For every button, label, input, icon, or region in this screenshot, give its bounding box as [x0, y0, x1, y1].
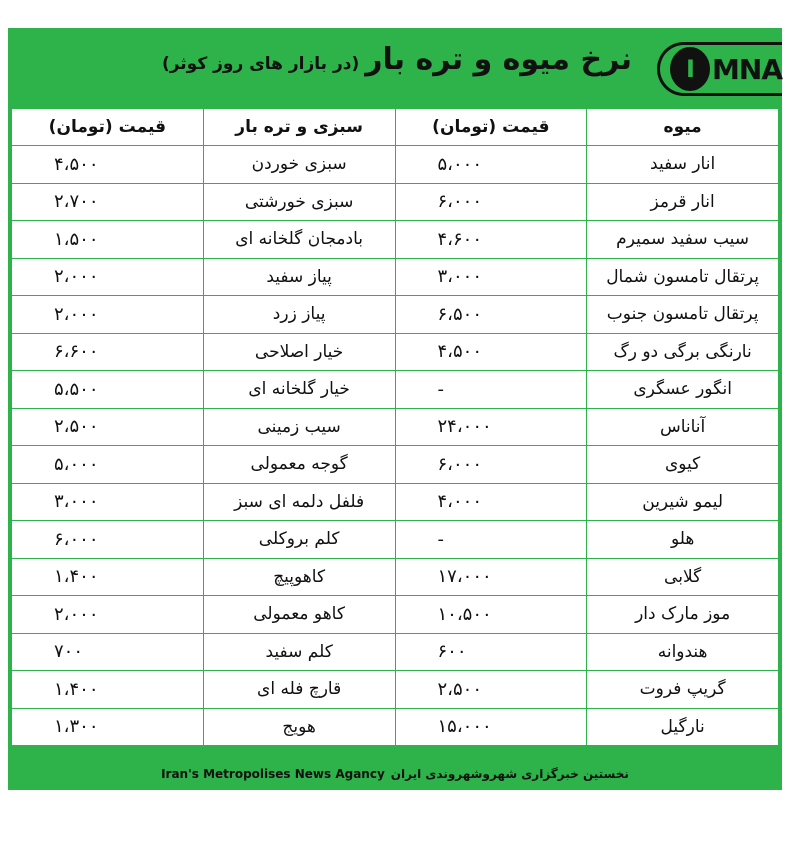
footer [8, 758, 782, 790]
fruit-price: ۱۷،۰۰۰ [395, 558, 587, 596]
table-row [12, 596, 779, 634]
table-row [12, 558, 779, 596]
table-row [12, 258, 779, 296]
price-infographic [8, 28, 782, 790]
veg-price: ۵،۵۰۰ [12, 371, 204, 409]
fruit-price: ۶،۰۰۰ [395, 183, 587, 221]
veg-price: ۲،۵۰۰ [12, 408, 204, 446]
fruit-price: ۶،۰۰۰ [395, 446, 587, 484]
veg-name: هویج [203, 708, 395, 746]
footer-en: Iran's Metropolises News Agancy [161, 767, 385, 781]
table-row [12, 446, 779, 484]
fruit-price: ۳،۰۰۰ [395, 258, 587, 296]
fruit-price: ۴،۵۰۰ [395, 333, 587, 371]
veg-name: سبزی خورشتی [203, 183, 395, 221]
table-row [12, 296, 779, 334]
veg-price: ۲،۰۰۰ [12, 596, 204, 634]
fruit-name: انگور عسگری [587, 371, 779, 409]
fruit-price: - [395, 371, 587, 409]
table-row [12, 371, 779, 409]
veg-name: بادمجان گلخانه ای [203, 221, 395, 259]
table-row [12, 408, 779, 446]
veg-price: ۷۰۰ [12, 633, 204, 671]
veg-price: ۲،۷۰۰ [12, 183, 204, 221]
fruit-price: ۶۰۰ [395, 633, 587, 671]
veg-price: ۱،۵۰۰ [12, 221, 204, 259]
table-row [12, 708, 779, 746]
fruit-price: - [395, 521, 587, 559]
col-fruit: میوه [587, 109, 779, 146]
fruit-price: ۴،۶۰۰ [395, 221, 587, 259]
header [8, 28, 782, 108]
fruit-price: ۲۴،۰۰۰ [395, 408, 587, 446]
veg-name: پیاز سفید [203, 258, 395, 296]
veg-price: ۱،۴۰۰ [12, 558, 204, 596]
veg-name: سبزی خوردن [203, 146, 395, 184]
table-row [12, 183, 779, 221]
fruit-name: گریپ فروت [587, 671, 779, 709]
veg-price: ۱،۳۰۰ [12, 708, 204, 746]
subtitle: (در بازار های روز کوثر) [161, 54, 360, 74]
fruit-price: ۶،۵۰۰ [395, 296, 587, 334]
veg-name: کلم بروکلی [203, 521, 395, 559]
col-veg-price: قیمت (تومان) [12, 109, 204, 146]
table-row [12, 146, 779, 184]
veg-name: خیار گلخانه ای [203, 371, 395, 409]
veg-name: سیب زمینی [203, 408, 395, 446]
fruit-name: گلابی [587, 558, 779, 596]
veg-name: کلم سفید [203, 633, 395, 671]
fruit-name: نارنگی برگی دو رگ [587, 333, 779, 371]
col-fruit-price: قیمت (تومان) [395, 109, 587, 146]
veg-price: ۶،۰۰۰ [12, 521, 204, 559]
fruit-name: موز مارک دار [587, 596, 779, 634]
veg-name: کاهوپیچ [203, 558, 395, 596]
fruit-price: ۲،۵۰۰ [395, 671, 587, 709]
fruit-name: هلو [587, 521, 779, 559]
fruit-name: پرتقال تامسون شمال [587, 258, 779, 296]
veg-name: کاهو معمولی [203, 596, 395, 634]
fruit-name: کیوی [587, 446, 779, 484]
veg-price: ۲،۰۰۰ [12, 258, 204, 296]
veg-price: ۴،۵۰۰ [12, 146, 204, 184]
veg-price: ۱،۴۰۰ [12, 671, 204, 709]
veg-name: خیار اصلاحی [203, 333, 395, 371]
veg-name: قارچ فله ای [203, 671, 395, 709]
veg-price: ۶،۶۰۰ [12, 333, 204, 371]
fruit-name: پرتقال تامسون جنوب [587, 296, 779, 334]
veg-name: گوجه معمولی [203, 446, 395, 484]
table-row [12, 671, 779, 709]
table-row [12, 221, 779, 259]
fruit-price: ۱۵،۰۰۰ [395, 708, 587, 746]
veg-price: ۵،۰۰۰ [12, 446, 204, 484]
veg-name: فلفل دلمه ای سبز [203, 483, 395, 521]
table-row [12, 633, 779, 671]
col-veg: سبزی و تره بار [203, 109, 395, 146]
fruit-price: ۵،۰۰۰ [395, 146, 587, 184]
table-row [12, 333, 779, 371]
imna-logo: I MNA [657, 42, 782, 96]
fruit-price: ۱۰،۵۰۰ [395, 596, 587, 634]
fruit-name: انار سفید [587, 146, 779, 184]
table-row [12, 521, 779, 559]
fruit-name: آناناس [587, 408, 779, 446]
veg-price: ۲،۰۰۰ [12, 296, 204, 334]
fruit-name: سیب سفید سمیرم [587, 221, 779, 259]
page-title: نرخ میوه و تره بار(در بازار های روز کوثر) [161, 42, 632, 77]
price-table [11, 108, 779, 746]
fruit-name: نارگیل [587, 708, 779, 746]
footer-fa: نخستین خبرگزاری شهروشهروندی ایران [390, 767, 629, 781]
fruit-name: لیمو شیرین [587, 483, 779, 521]
veg-name: پیاز زرد [203, 296, 395, 334]
fruit-name: انار قرمز [587, 183, 779, 221]
fruit-name: هندوانه [587, 633, 779, 671]
veg-price: ۳،۰۰۰ [12, 483, 204, 521]
fruit-price: ۴،۰۰۰ [395, 483, 587, 521]
table-row [12, 483, 779, 521]
